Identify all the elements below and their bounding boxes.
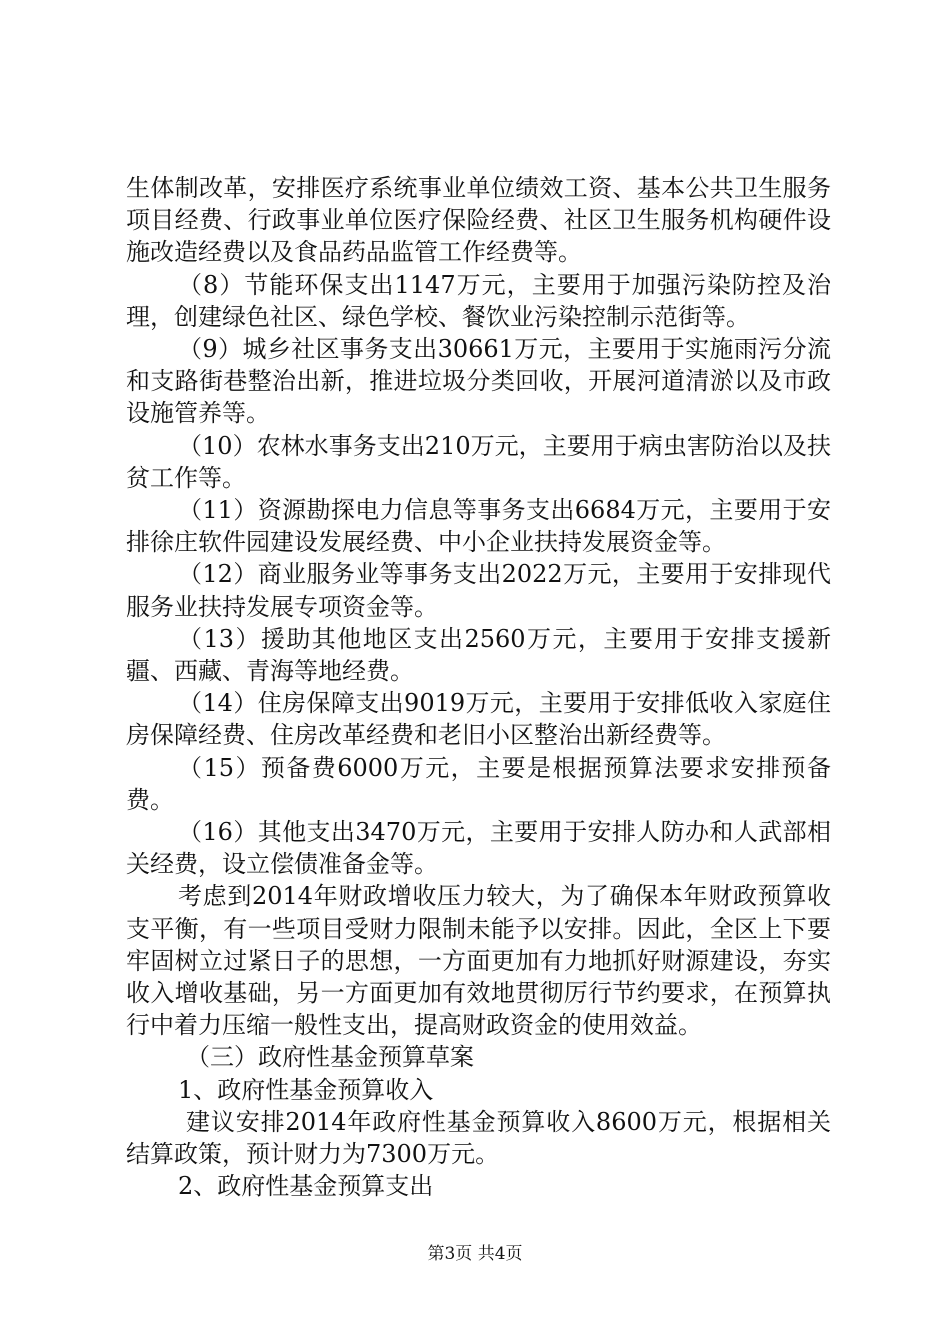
paragraph-item-13: （13）援助其他地区支出2560万元，主要用于安排支援新疆、西藏、青海等地经费。 [126,624,831,686]
subheading-fund-revenue: 1、政府性基金预算收入 [178,1075,434,1104]
paragraph-item-14: （14）住房保障支出9019万元，主要用于安排低收入家庭住房保障经费、住房改革经费和老旧小区整治出新经费等。 [126,689,831,750]
paragraph-item-16: （16）其他支出3470万元，主要用于安排人防办和人武部相关经费，设立偿债准备金等。 [126,818,831,879]
section-heading-fund-budget: （三）政府性基金预算草案 [186,1043,474,1072]
paragraph-item-11: （11）资源勘探电力信息等事务支出6684万元，主要用于安排徐庄软件园建设发展经费、中小企业扶持发展资金等。 [126,496,831,557]
paragraph-health-reform: 生体制改革，安排医疗系统事业单位绩效工资、基本公共卫生服务项目经费、行政事业单位医疗保险经费、社区卫生服务机构硬件设施改造经费以及食品药品监管工作经费等。 [126,174,831,267]
paragraph-item-10: （10）农林水事务支出210万元，主要用于病虫害防治以及扶贫工作等。 [126,431,831,492]
subheading-fund-expenditure: 2、政府性基金预算支出 [178,1172,434,1201]
page-number-footer: 第3页 共4页 [427,1244,523,1264]
paragraph-item-15: （15）预备费6000万元，主要是根据预算法要求安排预备费。 [126,753,831,814]
paragraph-item-8: （8）节能环保支出1147万元，主要用于加强污染防控及治理，创建绿色社区、绿色学校、餐饮业污染控制示范街等。 [126,270,831,331]
paragraph-fiscal-pressure: 考虑到2014年财政增收压力较大，为了确保本年财政预算收支平衡，有一些项目受财力限制未能予以安排。因此，全区上下要牢固树立过紧日子的思想，一方面更加有力地抓好财源建设，夯实收入增收基础，另一方面更加有效地贯彻厉行节约要求，在预算执行中着力压缩一般性支出，提高财政资金的使用效益。 [126,882,831,1040]
paragraph-fund-revenue: 建议安排2014年政府性基金预算收入8600万元，根据相关结算政策，预计财力为7300万元。 [126,1107,831,1169]
paragraph-item-9: （9）城乡社区事务支出30661万元，主要用于实施雨污分流和支路街巷整治出新，推进垃圾分类回收，开展河道清淤以及市政设施管养等。 [126,335,831,428]
document-body [126,172,831,1203]
paragraph-item-12: （12）商业服务业等事务支出2022万元，主要用于安排现代服务业扶持发展专项资金等。 [126,560,831,621]
